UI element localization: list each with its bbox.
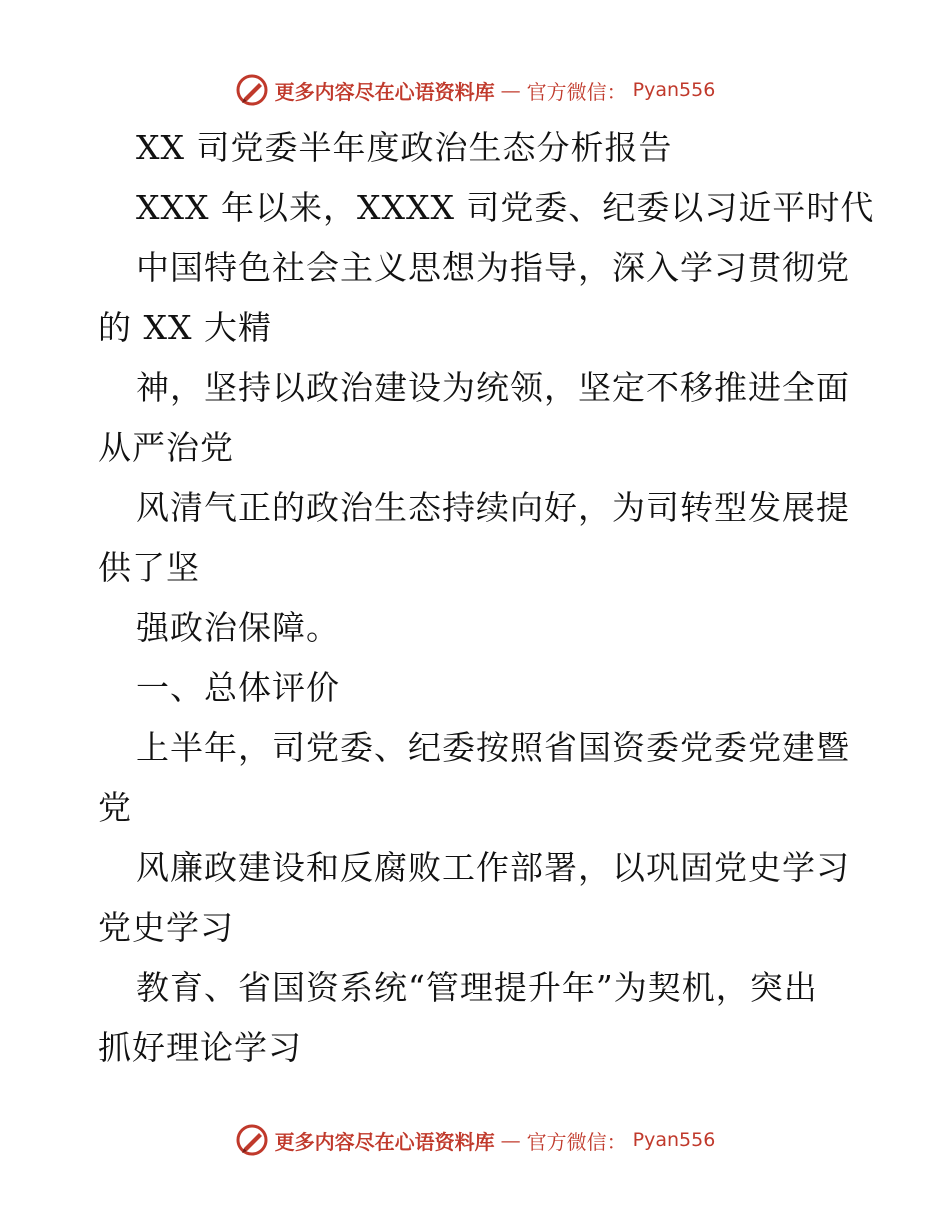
pen-logo-icon bbox=[235, 73, 269, 107]
banner-wechat-id: Pyan556 bbox=[632, 1129, 716, 1151]
document-line: 中国特色社会主义思想为指导，深入学习贯彻党 bbox=[136, 248, 850, 287]
banner-wechat-id: Pyan556 bbox=[632, 79, 716, 101]
document-line: 抓好理论学习 bbox=[98, 1028, 302, 1067]
footer-banner bbox=[0, 1120, 950, 1160]
document-line: 党 bbox=[98, 788, 132, 827]
document-line: 风廉政建设和反腐败工作部署，以巩固党史学习 bbox=[136, 848, 850, 887]
banner-dash: — bbox=[500, 1128, 521, 1152]
document-line: XX 司党委半年度政治生态分析报告 bbox=[136, 128, 673, 167]
banner-wechat-label: 官方微信： bbox=[526, 1129, 627, 1154]
banner-slogan: 更多内容尽在心语资料库 bbox=[274, 1129, 495, 1154]
document-body bbox=[98, 118, 875, 1078]
banner-dash: — bbox=[500, 78, 521, 102]
document-line: 的 XX 大精 bbox=[98, 308, 272, 347]
document-line: 党史学习 bbox=[98, 908, 234, 947]
document-line: 神，坚持以政治建设为统领，坚定不移推进全面 bbox=[136, 368, 850, 407]
document-line: 风清气正的政治生态持续向好，为司转型发展提 bbox=[136, 488, 850, 527]
document-line: 供了坚 bbox=[98, 548, 200, 587]
document-line: 教育、省国资系统“管理提升年”为契机，突出 bbox=[136, 968, 818, 1007]
pen-logo-icon bbox=[235, 1123, 269, 1157]
document-line: 上半年，司党委、纪委按照省国资委党委党建暨 bbox=[136, 728, 850, 767]
banner-slogan: 更多内容尽在心语资料库 bbox=[274, 79, 495, 104]
header-banner bbox=[0, 70, 950, 110]
document-line: XXX 年以来，XXXX 司党委、纪委以习近平时代 bbox=[136, 188, 875, 227]
document-line: 一、总体评价 bbox=[136, 668, 340, 707]
banner-wechat-label: 官方微信： bbox=[526, 79, 627, 104]
document-line: 强政治保障。 bbox=[136, 608, 340, 647]
document-line: 从严治党 bbox=[98, 428, 234, 467]
